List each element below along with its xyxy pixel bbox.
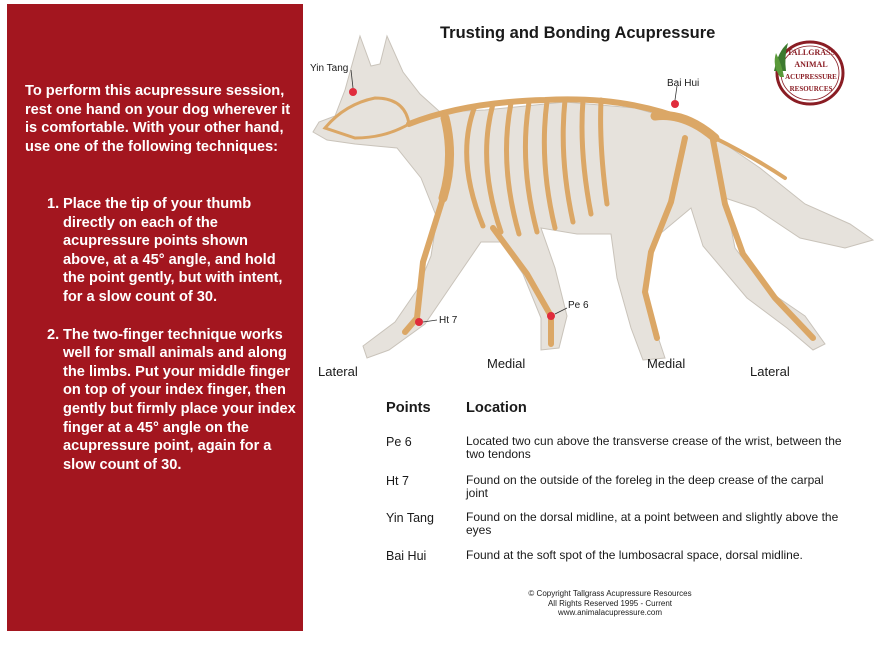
step-text: Place the tip of your thumb directly on each of the acupressure points shown above, at a 45° angle, and hold the point gently, but with intent, for a slow count of 30.	[63, 196, 283, 305]
logo-line: TALLGRASS	[787, 48, 835, 57]
column-header-points: Points	[386, 400, 431, 416]
step-1	[47, 195, 297, 307]
logo-line: ACUPRESSURE	[785, 73, 837, 81]
table-row-location: Found at the soft spot of the lumbosacral space, dorsal midline.	[466, 548, 803, 562]
column-header-location: Location	[466, 400, 527, 416]
label-bai-hui: Bai Hui	[667, 78, 700, 89]
step-text: The two-finger technique works well for small animals and along the limbs. Put your middle finger on top of your index finger, then gently but firmly place your index finger at a 45° angle on the acupressure point, again for a slow count of 30.	[63, 326, 296, 473]
table-row-point: Ht 7	[386, 474, 409, 488]
rights-line: All Rights Reserved 1995 - Current	[547, 598, 673, 608]
copyright-line: © Copyright Tallgrass Acupressure Resources	[528, 589, 692, 598]
ht7-point	[415, 318, 423, 326]
label-medial-left: Medial	[487, 356, 526, 371]
step-2	[47, 326, 297, 475]
instructions-panel	[7, 4, 303, 631]
dog-skeleton-illustration	[305, 28, 879, 388]
website-link[interactable]: www.animalacupressure.com	[557, 608, 663, 617]
label-ht7: Ht 7	[439, 315, 458, 326]
copyright-notice	[510, 589, 710, 618]
table-row-location: Located two cun above the transverse crease of the wrist, between the two tendons	[466, 434, 842, 461]
label-lateral-right: Lateral	[750, 364, 790, 379]
step-number: 2.	[47, 326, 60, 343]
intro-text: To perform this acupressure session, rest one hand on your dog wherever it is comfortable. With your other hand, use one of the following techniques:	[25, 83, 291, 155]
table-row-point: Yin Tang	[386, 511, 434, 525]
yin-tang-point	[349, 88, 357, 96]
label-pe6: Pe 6	[568, 300, 589, 311]
logo-line: ANIMAL	[794, 60, 828, 69]
pe6-point	[547, 312, 555, 320]
label-yin-tang: Yin Tang	[310, 63, 349, 74]
table-row-point: Bai Hui	[386, 549, 427, 563]
bai-hui-point	[671, 100, 679, 108]
step-number: 1.	[47, 196, 60, 212]
page-title: Trusting and Bonding Acupressure	[440, 24, 716, 42]
table-row-location: Found on the outside of the foreleg in the deep crease of the carpal joint	[466, 473, 824, 500]
label-lateral-left: Lateral	[318, 364, 358, 379]
label-medial-right: Medial	[647, 356, 686, 371]
steps-list	[47, 195, 297, 493]
logo-line: RESOURCES	[789, 85, 833, 93]
table-row-location: Found on the dorsal midline, at a point between and slightly above the eyes	[466, 510, 839, 537]
table-row-point: Pe 6	[386, 435, 412, 449]
